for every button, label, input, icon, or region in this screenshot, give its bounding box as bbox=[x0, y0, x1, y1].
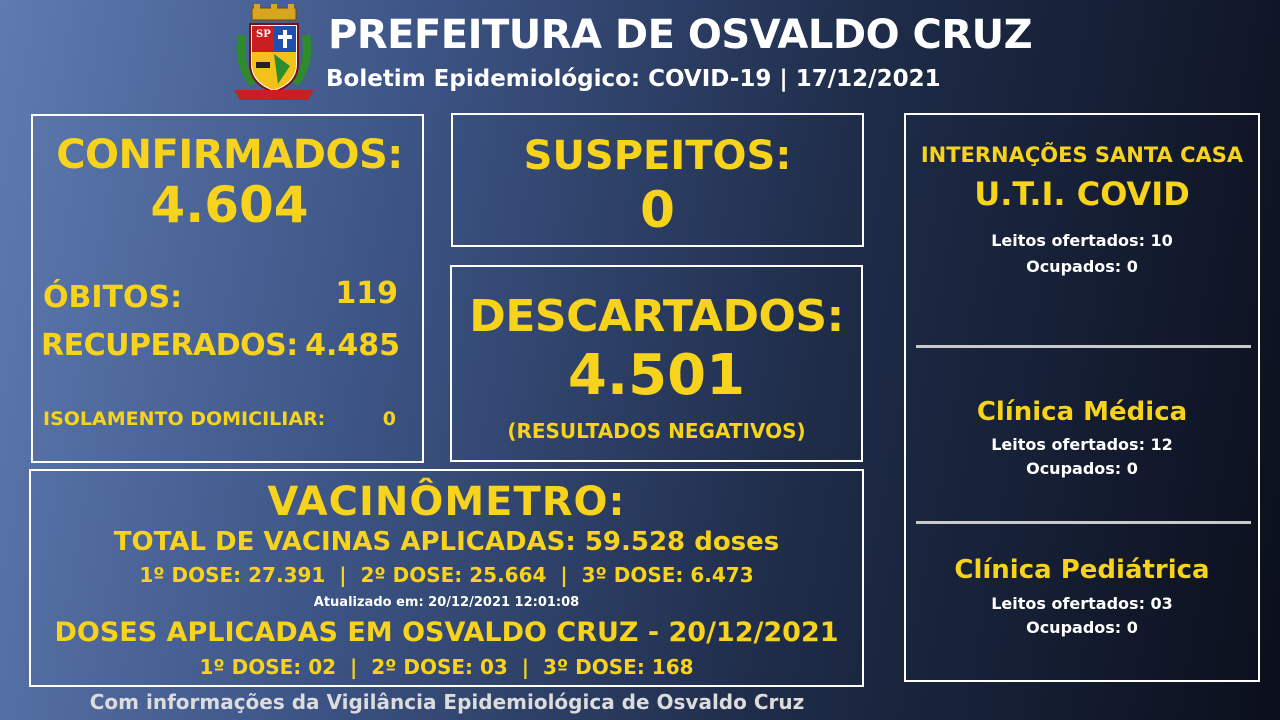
uti-ocupados: Ocupados: 0 bbox=[1026, 257, 1138, 276]
obitos-label: ÓBITOS: bbox=[43, 280, 183, 315]
city-coat-of-arms-logo bbox=[230, 4, 318, 104]
suspeitos-value: 0 bbox=[640, 181, 675, 239]
vacinometro-total: TOTAL DE VACINAS APLICADAS: 59.528 doses bbox=[113, 527, 780, 557]
descartados-value: 4.501 bbox=[567, 343, 746, 408]
descartados-note: (RESULTADOS NEGATIVOS) bbox=[507, 419, 806, 443]
clinica-pediatrica-leitos: Leitos ofertados: 03 bbox=[991, 594, 1173, 613]
isolamento-value: 0 bbox=[382, 408, 396, 430]
internacoes-panel bbox=[904, 113, 1260, 682]
logo-text: SP bbox=[256, 29, 271, 40]
confirmados-panel bbox=[31, 114, 424, 463]
clinica-medica-leitos: Leitos ofertados: 12 bbox=[991, 435, 1173, 454]
confirmados-label: CONFIRMADOS: bbox=[56, 132, 403, 178]
internacoes-title: INTERNAÇÕES SANTA CASA bbox=[920, 143, 1244, 167]
suspeitos-label: SUSPEITOS: bbox=[523, 133, 792, 179]
uti-title: U.T.I. COVID bbox=[974, 175, 1190, 213]
divider bbox=[916, 521, 1251, 524]
vacinometro-doses: 1º DOSE: 27.391 | 2º DOSE: 25.664 | 3º DOSE: 6.473 bbox=[139, 563, 754, 587]
uti-leitos: Leitos ofertados: 10 bbox=[991, 231, 1173, 250]
clinica-pediatrica-title: Clínica Pediátrica bbox=[954, 555, 1210, 585]
vacinometro-oc-title: DOSES APLICADAS EM OSVALDO CRUZ - 20/12/2021 bbox=[54, 617, 839, 648]
vacinometro-panel bbox=[29, 469, 864, 687]
recuperados-label: RECUPERADOS: bbox=[41, 328, 298, 363]
footer-source: Com informações da Vigilância Epidemiológica de Osvaldo Cruz bbox=[89, 690, 805, 714]
descartados-label: DESCARTADOS: bbox=[469, 291, 844, 342]
vacinometro-title: VACINÔMETRO: bbox=[267, 479, 626, 525]
clinica-pediatrica-ocupados: Ocupados: 0 bbox=[1026, 618, 1138, 637]
clinica-medica-ocupados: Ocupados: 0 bbox=[1026, 459, 1138, 478]
vacinometro-updated: Atualizado em: 20/12/2021 12:01:08 bbox=[313, 595, 580, 610]
page-subtitle: Boletim Epidemiológico: COVID-19 | 17/12/2021 bbox=[326, 66, 941, 92]
confirmados-value: 4.604 bbox=[150, 176, 309, 234]
isolamento-label: ISOLAMENTO DOMICILIAR: bbox=[43, 408, 326, 430]
divider bbox=[916, 345, 1251, 348]
obitos-value: 119 bbox=[335, 276, 398, 311]
suspeitos-panel bbox=[451, 113, 864, 247]
recuperados-value: 4.485 bbox=[305, 328, 400, 363]
vacinometro-oc-doses: 1º DOSE: 02 | 2º DOSE: 03 | 3º DOSE: 168 bbox=[199, 655, 694, 679]
descartados-panel bbox=[450, 265, 863, 462]
page-title: PREFEITURA DE OSVALDO CRUZ bbox=[328, 12, 1033, 58]
clinica-medica-title: Clínica Médica bbox=[976, 397, 1188, 427]
